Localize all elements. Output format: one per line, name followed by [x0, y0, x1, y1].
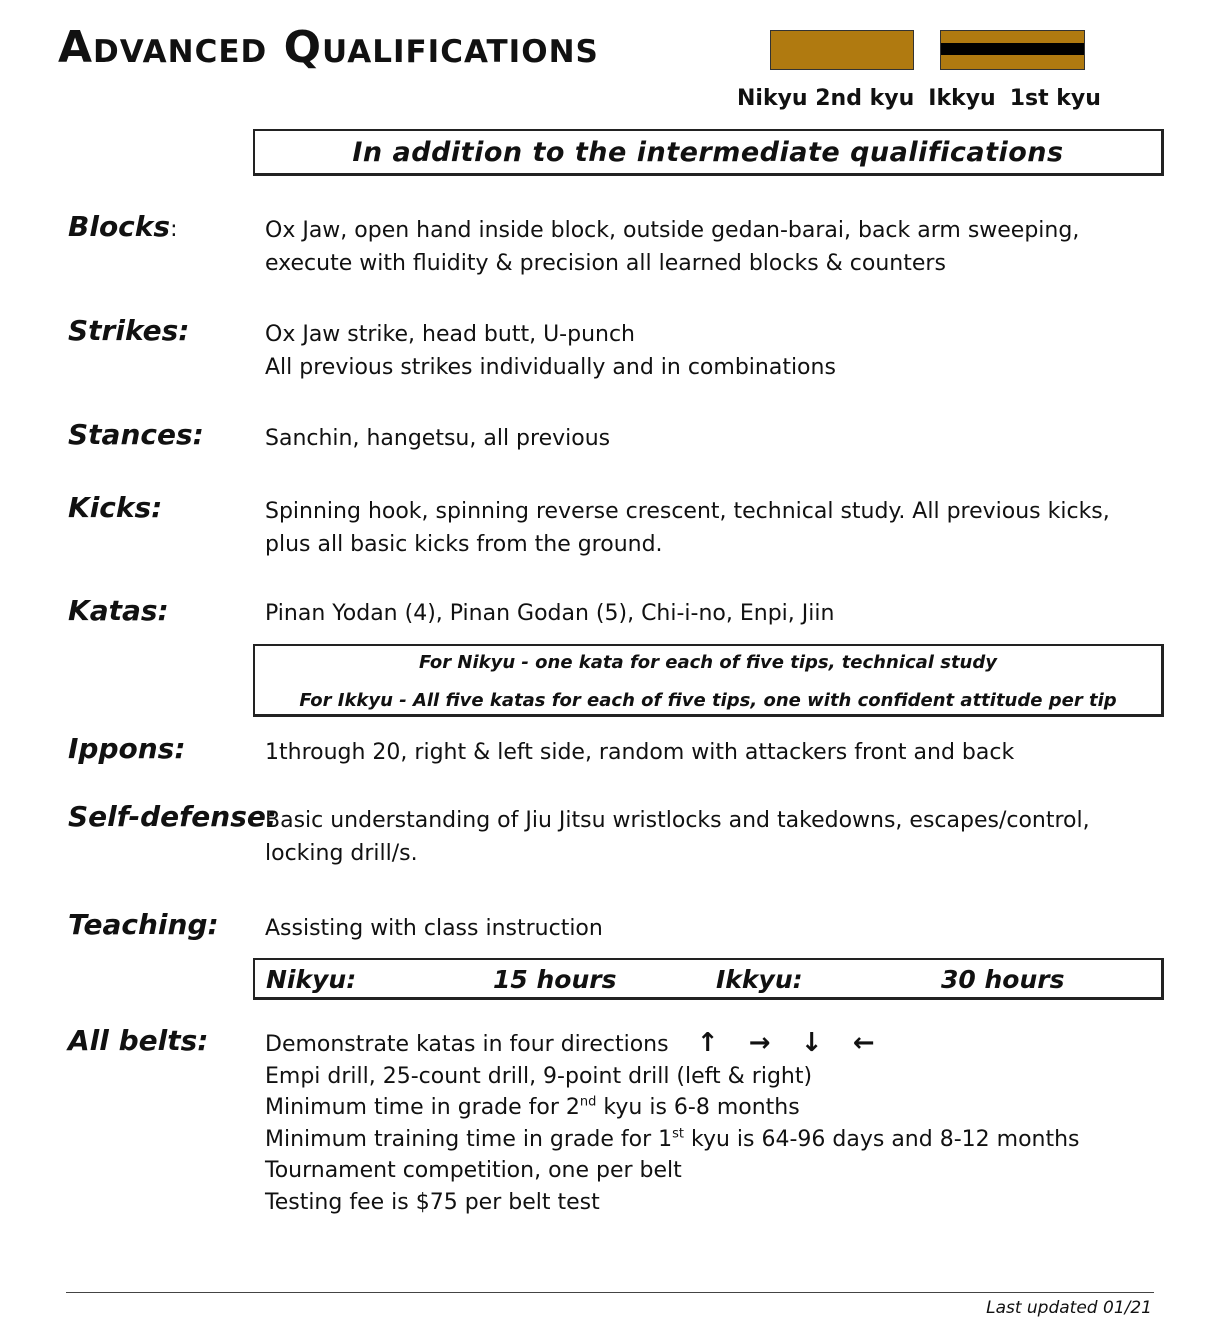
- kicks-label: Kicks:: [68, 491, 163, 524]
- content-line: Spinning hook, spinning reverse crescent, technical study. All previous kicks,: [265, 499, 1110, 524]
- belt-label-ikkyu: Ikkyu: [928, 86, 996, 111]
- arrow-down-icon: ↓: [800, 1028, 823, 1058]
- belt-labels: [737, 86, 1115, 111]
- nikyu-hours-label: Nikyu:: [266, 965, 357, 994]
- content-line: Basic understanding of Jiu Jitsu wristlocks and takedowns, escapes/control,: [265, 808, 1090, 833]
- direction-arrows: [682, 1028, 890, 1060]
- content-line: plus all basic kicks from the ground.: [265, 532, 663, 557]
- kata-requirement-nikyu: For Nikyu - one kata for each of five tips, technical study: [418, 652, 997, 673]
- nikyu-hours-value: 15 hours: [493, 965, 617, 994]
- katas-label: Katas:: [68, 594, 169, 627]
- content-line: 1through 20, right & left side, random with attackers front and back: [265, 740, 1015, 765]
- kata-requirements-box: [253, 644, 1164, 717]
- ikkyu-hours-label: Ikkyu:: [716, 965, 803, 994]
- all-belts-content: [265, 1028, 1165, 1218]
- teaching-content: [265, 912, 1165, 945]
- teaching-label: Teaching:: [68, 908, 219, 941]
- strikes-label: Strikes:: [68, 314, 190, 347]
- content-line: Pinan Yodan (4), Pinan Godan (5), Chi-i-no, Enpi, Jiin: [265, 601, 835, 626]
- last-updated: Last updated 01/21: [986, 1298, 1152, 1318]
- stances-label: Stances:: [68, 418, 204, 451]
- belt-label-1st-kyu: 1st kyu: [1009, 86, 1101, 111]
- content-line: Minimum training time in grade for 1st kyu is 64-96 days and 8-12 months: [265, 1126, 1080, 1152]
- content-line: Assisting with class instruction: [265, 916, 603, 941]
- content-line: Testing fee is $75 per belt test: [265, 1189, 600, 1215]
- self-defense-label: Self-defense:: [68, 800, 278, 833]
- arrow-up-icon: ↑: [696, 1028, 719, 1058]
- content-line: locking drill/s.: [265, 841, 418, 866]
- directions-text: Demonstrate katas in four directions: [265, 1032, 669, 1057]
- kicks-content: [265, 495, 1165, 561]
- footer-divider: [66, 1292, 1154, 1293]
- ikkyu-hours-value: 30 hours: [941, 965, 1065, 994]
- content-line: Tournament competition, one per belt: [265, 1158, 682, 1183]
- self-defense-content: [265, 804, 1165, 870]
- ippons-label: Ippons:: [68, 732, 186, 765]
- page-title: Advanced Qualifications: [58, 22, 599, 73]
- content-line: All previous strikes individually and in combinations: [265, 355, 836, 380]
- ippons-content: [265, 736, 1165, 769]
- stances-content: [265, 422, 1165, 455]
- content-line: Sanchin, hangetsu, all previous: [265, 426, 611, 451]
- intro-box: In addition to the intermediate qualifications: [253, 129, 1164, 176]
- arrow-left-icon: ←: [852, 1028, 875, 1058]
- content-line: Empi drill, 25-count drill, 9-point drill (left & right): [265, 1063, 813, 1089]
- content-line: Ox Jaw, open hand inside block, outside gedan-barai, back arm sweeping,: [265, 218, 1080, 243]
- blocks-label: Blocks:: [68, 210, 178, 243]
- teaching-hours-box: [253, 958, 1164, 1000]
- content-line: Minimum time in grade for 2nd kyu is 6-8 months: [265, 1094, 800, 1120]
- content-line: execute with fluidity & precision all learned blocks & counters: [265, 251, 946, 276]
- strikes-content: [265, 318, 1165, 384]
- all-belts-label: All belts:: [68, 1024, 209, 1057]
- kata-requirement-ikkyu: For Ikkyu - All five katas for each of five tips, one with confident attitude per tip: [299, 690, 1117, 711]
- brown-black-belt-swatch: [940, 30, 1085, 70]
- katas-content: [265, 597, 1165, 630]
- brown-belt-swatch: [770, 30, 914, 70]
- blocks-content: [265, 214, 1165, 280]
- belt-label-nikyu: Nikyu 2nd kyu: [737, 86, 915, 111]
- content-line: [265, 1028, 1165, 1061]
- content-line: Ox Jaw strike, head butt, U-punch: [265, 322, 636, 347]
- arrow-right-icon: →: [748, 1028, 771, 1058]
- black-stripe: [941, 43, 1084, 55]
